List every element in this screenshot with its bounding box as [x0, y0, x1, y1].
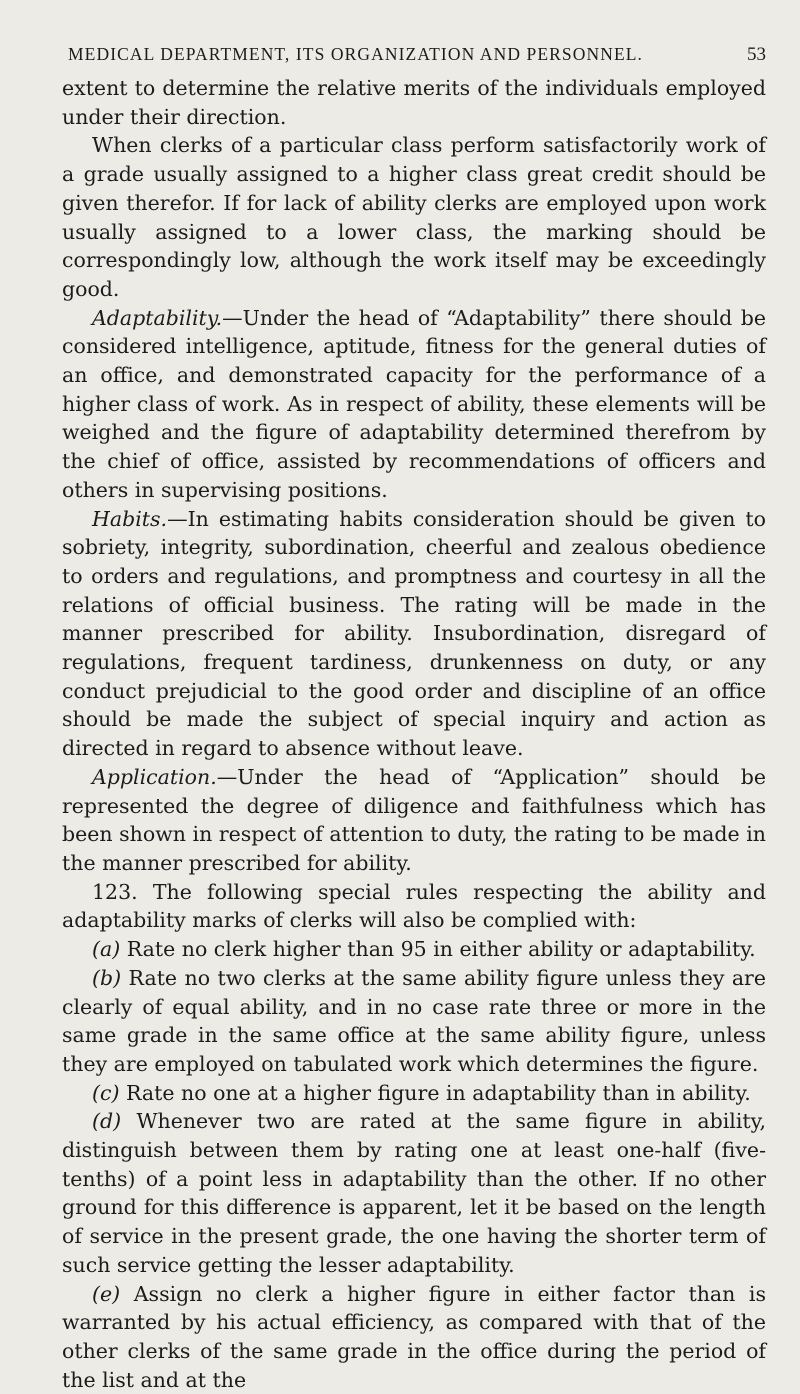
running-title: MEDICAL DEPARTMENT, ITS ORGANIZATION AND PERSONNEL.	[68, 44, 644, 64]
paragraph-adaptability	[62, 304, 766, 505]
rule-text: Rate no clerk higher than 95 in either ability or adaptability.	[120, 937, 756, 962]
rule-text: Rate no two clerks at the same ability figure unless they are clearly of equal ability, and in no case rate three or more in the same grade in the same office at the same ability figure, unless they are employed on tabulated work which determines the figure.	[62, 965, 766, 1076]
paragraph-clerks-class	[62, 131, 766, 303]
rule-text: Rate no one at a higher figure in adaptability than in ability.	[119, 1080, 751, 1105]
rule-a	[62, 935, 766, 964]
rule-label: (d)	[92, 1109, 122, 1134]
body-text	[62, 74, 766, 1394]
rule-e	[62, 1280, 766, 1394]
rule-label: (a)	[92, 937, 121, 962]
paragraph-lead: Application.	[92, 764, 217, 789]
paragraph-text: 123. The following special rules respecting the ability and adaptability marks of clerks will also be complied with:	[62, 879, 766, 933]
paragraph-continuation	[62, 74, 766, 131]
running-header	[62, 44, 766, 66]
rule-d	[62, 1107, 766, 1279]
paragraph-lead: Adaptability.	[92, 305, 223, 330]
page-number: 53	[747, 44, 766, 65]
paragraph-text: —In estimating habits consideration should be given to sobriety, integrity, subordination, cheerful and zealous obedience to orders and regulations, and promptness and courtesy in all the relations of official business. The rating will be made in the manner prescribed for ability. Insubordination, disregard of regulations, frequent tardiness, drunkenness on duty, or any conduct prejudicial to the good order and discipline of an office should be made the subject of special inquiry and action as directed in regard to absence without leave.	[62, 506, 766, 761]
paragraph-habits	[62, 505, 766, 763]
paragraph-text: extent to determine the relative merits of the individuals employed under their direction.	[62, 76, 766, 129]
paragraph-text: —Under the head of “Adaptability” there should be considered intelligence, aptitude, fitness for the general duties of an office, and demonstrated capacity for the performance of a higher class of work. As in respect of ability, these elements will be weighed and the figure of adaptability determined therefrom by the chief of office, assisted by recommendations of officers and others in supervising positions.	[62, 305, 766, 502]
rule-b	[62, 964, 766, 1079]
rule-label: (c)	[92, 1080, 120, 1105]
rule-text: Assign no clerk a higher figure in either factor than is warranted by his actual efficiency, as compared with that of the other clerks of the same grade in the office during the period of the list and at the	[62, 1281, 766, 1392]
rule-text: Whenever two are rated at the same figure in ability, distinguish between them by rating one at least one-half (five-tenths) of a point less in adaptability than the other. If no other ground for this difference is apparent, let it be based on the length of service in the present grade, the one having the shorter term of such service getting the lesser adaptability.	[62, 1109, 766, 1277]
rule-c	[62, 1079, 766, 1108]
paragraph-lead: Habits.	[92, 506, 168, 531]
paragraph-text: —Under the head of “Application” should be represented the degree of diligence and faithfulness which has been shown in respect of attention to duty, the rating to be made in the manner prescribed for ability.	[62, 764, 766, 875]
paragraph-text: When clerks of a particular class perform satisfactorily work of a grade usually assigned to a higher class great credit should be given therefor. If for lack of ability clerks are employed upon work usually assigned to a lower class, the marking should be correspondingly low, although the work itself may be exceedingly good.	[62, 133, 766, 301]
paragraph-application	[62, 763, 766, 878]
rule-label: (b)	[92, 965, 122, 990]
rule-label: (e)	[92, 1281, 121, 1306]
paragraph-section-123	[62, 878, 766, 935]
